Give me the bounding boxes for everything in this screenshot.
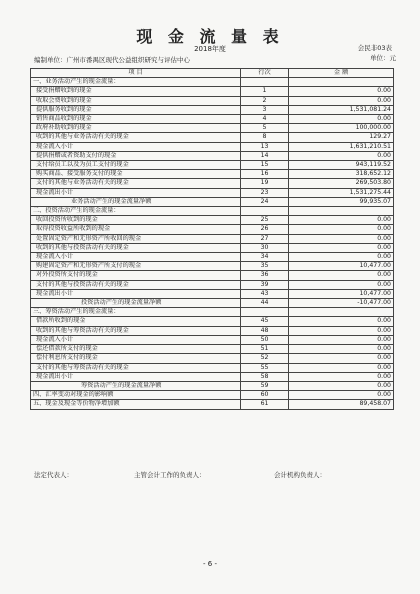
row-amount: 0.00: [289, 115, 394, 124]
row-number: 26: [241, 225, 289, 234]
row-number: 60: [241, 391, 289, 400]
table-row: [31, 87, 394, 96]
currency-unit: 单位：元: [370, 54, 396, 62]
row-amount: 318,652.12: [289, 170, 394, 179]
table-row: [31, 115, 394, 124]
column-header-item: 项 目: [31, 69, 241, 78]
row-number: [241, 308, 289, 317]
row-amount: 10,477.00: [289, 289, 394, 298]
column-header-amount: 金 额: [289, 69, 394, 78]
row-number: 52: [241, 354, 289, 363]
signature-footer: [34, 470, 394, 480]
row-item: 现金流入小计: [31, 142, 241, 151]
row-amount: 0.00: [289, 372, 394, 381]
row-amount: 0.00: [289, 391, 394, 400]
row-amount: 0.00: [289, 87, 394, 96]
table-row: [31, 188, 394, 197]
row-number: 51: [241, 345, 289, 354]
accounting-head-label: 会计机构负责人：: [274, 471, 326, 479]
cash-flow-table-container: [30, 68, 393, 471]
report-year: 2018年度: [194, 45, 226, 53]
row-number: 13: [241, 142, 289, 151]
row-item: 偿还借款所支付的现金: [31, 345, 241, 354]
row-amount: 1,631,210.51: [289, 142, 394, 151]
row-number: 16: [241, 170, 289, 179]
row-number: 4: [241, 115, 289, 124]
row-amount: 0.00: [289, 363, 394, 372]
table-row: [31, 354, 394, 363]
page-title: 现 金 流 量 表: [136, 27, 284, 46]
row-amount: 99,935.07: [289, 197, 394, 206]
row-amount: [289, 308, 394, 317]
row-amount: 0.00: [289, 335, 394, 344]
row-number: 61: [241, 400, 289, 409]
row-number: 36: [241, 271, 289, 280]
row-item: 购建固定资产和无形资产所支付的现金: [31, 262, 241, 271]
row-item: 偿付利息所支付的现金: [31, 354, 241, 363]
row-amount: 0.00: [289, 381, 394, 390]
row-number: 23: [241, 188, 289, 197]
table-row: [31, 216, 394, 225]
row-amount: 1,531,275.44: [289, 188, 394, 197]
row-item: 现金流入小计: [31, 335, 241, 344]
row-number: 1: [241, 87, 289, 96]
table-row: [31, 372, 394, 381]
table-row: [31, 326, 394, 335]
row-number: 30: [241, 243, 289, 252]
table-row: [31, 151, 394, 160]
page-number: - 6 -: [203, 560, 217, 568]
row-item: 五、现金及现金等价物净增加额: [31, 400, 241, 409]
row-number: 24: [241, 197, 289, 206]
row-number: 3: [241, 105, 289, 114]
row-item: 二、投资活动产生的现金流量：: [31, 207, 241, 216]
row-amount: -10,477.00: [289, 299, 394, 308]
column-header-row: 行次: [241, 69, 289, 78]
row-item: 接受捐赠收到的现金: [31, 87, 241, 96]
table-row: [31, 197, 394, 206]
row-amount: 0.00: [289, 345, 394, 354]
row-item: 取得投资收益所收到的现金: [31, 225, 241, 234]
row-amount: 0.00: [289, 225, 394, 234]
row-amount: 943,119.52: [289, 161, 394, 170]
row-item: 政府补助收到的现金: [31, 124, 241, 133]
row-item: 收到的其他与筹资活动有关的现金: [31, 326, 241, 335]
row-amount: 0.00: [289, 96, 394, 105]
row-number: [241, 78, 289, 87]
table-row: [31, 271, 394, 280]
table-row: [31, 78, 394, 87]
row-item: 借款所收到的现金: [31, 317, 241, 326]
table-row: [31, 317, 394, 326]
row-item: 提供服务收到的现金: [31, 105, 241, 114]
form-number: 会民非03表: [357, 44, 392, 52]
row-number: 39: [241, 280, 289, 289]
row-item: 筹资活动产生的现金流量净额: [31, 381, 241, 390]
row-number: 15: [241, 161, 289, 170]
row-amount: [289, 78, 394, 87]
row-item: 销售商品收到的现金: [31, 115, 241, 124]
table-row: [31, 124, 394, 133]
table-row: [31, 170, 394, 179]
row-number: [241, 207, 289, 216]
row-item: 一、业务活动产生的现金流量：: [31, 78, 241, 87]
row-item: 支付的其他与投资活动有关的现金: [31, 280, 241, 289]
table-row: [31, 391, 394, 400]
table-row: [31, 308, 394, 317]
row-item: 现金流出小计: [31, 372, 241, 381]
row-item: 现金流入小计: [31, 253, 241, 262]
table-row: [31, 299, 394, 308]
row-number: 44: [241, 299, 289, 308]
table-row: [31, 363, 394, 372]
row-item: 支付给员工以及为员工支付的现金: [31, 161, 241, 170]
table-row: [31, 289, 394, 298]
row-item: 现金流出小计: [31, 188, 241, 197]
row-number: 2: [241, 96, 289, 105]
row-number: 58: [241, 372, 289, 381]
row-item: 对外投资所支付的现金: [31, 271, 241, 280]
row-amount: 0.00: [289, 253, 394, 262]
row-amount: 0.00: [289, 271, 394, 280]
row-item: 购买商品、接受服务支付的现金: [31, 170, 241, 179]
org-label: 编制单位：广州市番禺区现代公益组织研究与评估中心: [34, 56, 190, 64]
row-number: 48: [241, 326, 289, 335]
row-number: 35: [241, 262, 289, 271]
table-row: [31, 253, 394, 262]
legal-representative-label: 法定代表人：: [34, 471, 73, 479]
table-row: [31, 161, 394, 170]
row-amount: 0.00: [289, 317, 394, 326]
row-item: 收到的其他与投资活动有关的现金: [31, 243, 241, 252]
row-number: 50: [241, 335, 289, 344]
row-item: 投资活动产生的现金流量净额: [31, 299, 241, 308]
row-amount: 269,503.80: [289, 179, 394, 188]
row-number: 8: [241, 133, 289, 142]
row-amount: 0.00: [289, 354, 394, 363]
row-amount: 0.00: [289, 243, 394, 252]
row-number: 25: [241, 216, 289, 225]
row-number: 45: [241, 317, 289, 326]
row-number: 14: [241, 151, 289, 160]
row-amount: 129.27: [289, 133, 394, 142]
table-body: [31, 78, 394, 409]
table-row: [31, 335, 394, 344]
row-amount: 89,458.07: [289, 400, 394, 409]
row-number: 27: [241, 234, 289, 243]
row-item: 提供捐赠或者资助支付的现金: [31, 151, 241, 160]
row-amount: 100,000.00: [289, 124, 394, 133]
table-row: [31, 225, 394, 234]
table-row: [31, 133, 394, 142]
row-amount: 10,477.00: [289, 262, 394, 271]
row-amount: 0.00: [289, 326, 394, 335]
cash-flow-table: [30, 68, 394, 410]
row-item: 收回投资所收到的现金: [31, 216, 241, 225]
row-item: 处置固定资产和无形资产所收回的现金: [31, 234, 241, 243]
row-amount: [289, 207, 394, 216]
row-number: 34: [241, 253, 289, 262]
table-row: [31, 243, 394, 252]
row-item: 四、汇率变动对现金的影响额: [31, 391, 241, 400]
table-row: [31, 96, 394, 105]
table-row: [31, 400, 394, 409]
table-row: [31, 105, 394, 114]
row-item: 支付的其他与筹资活动有关的现金: [31, 363, 241, 372]
table-row: [31, 179, 394, 188]
table-header-row: [31, 69, 394, 78]
accounting-supervisor-label: 主管会计工作的负责人：: [134, 471, 206, 479]
row-amount: 0.00: [289, 280, 394, 289]
row-number: 19: [241, 179, 289, 188]
row-number: 5: [241, 124, 289, 133]
row-number: 59: [241, 381, 289, 390]
row-item: 业务活动产生的现金流量净额: [31, 197, 241, 206]
row-item: 收取会费收到的现金: [31, 96, 241, 105]
table-row: [31, 345, 394, 354]
row-amount: 0.00: [289, 151, 394, 160]
table-row: [31, 280, 394, 289]
row-item: 收到的其他与业务活动有关的现金: [31, 133, 241, 142]
table-row: [31, 207, 394, 216]
table-row: [31, 262, 394, 271]
row-item: 支付的其他与业务活动有关的现金: [31, 179, 241, 188]
row-amount: 0.00: [289, 234, 394, 243]
table-row: [31, 234, 394, 243]
row-number: 55: [241, 363, 289, 372]
table-row: [31, 142, 394, 151]
row-amount: 1,531,081.24: [289, 105, 394, 114]
row-amount: 0.00: [289, 216, 394, 225]
row-item: 三、筹资活动产生的现金流量：: [31, 308, 241, 317]
table-row: [31, 381, 394, 390]
row-item: 现金流出小计: [31, 289, 241, 298]
row-number: 43: [241, 289, 289, 298]
